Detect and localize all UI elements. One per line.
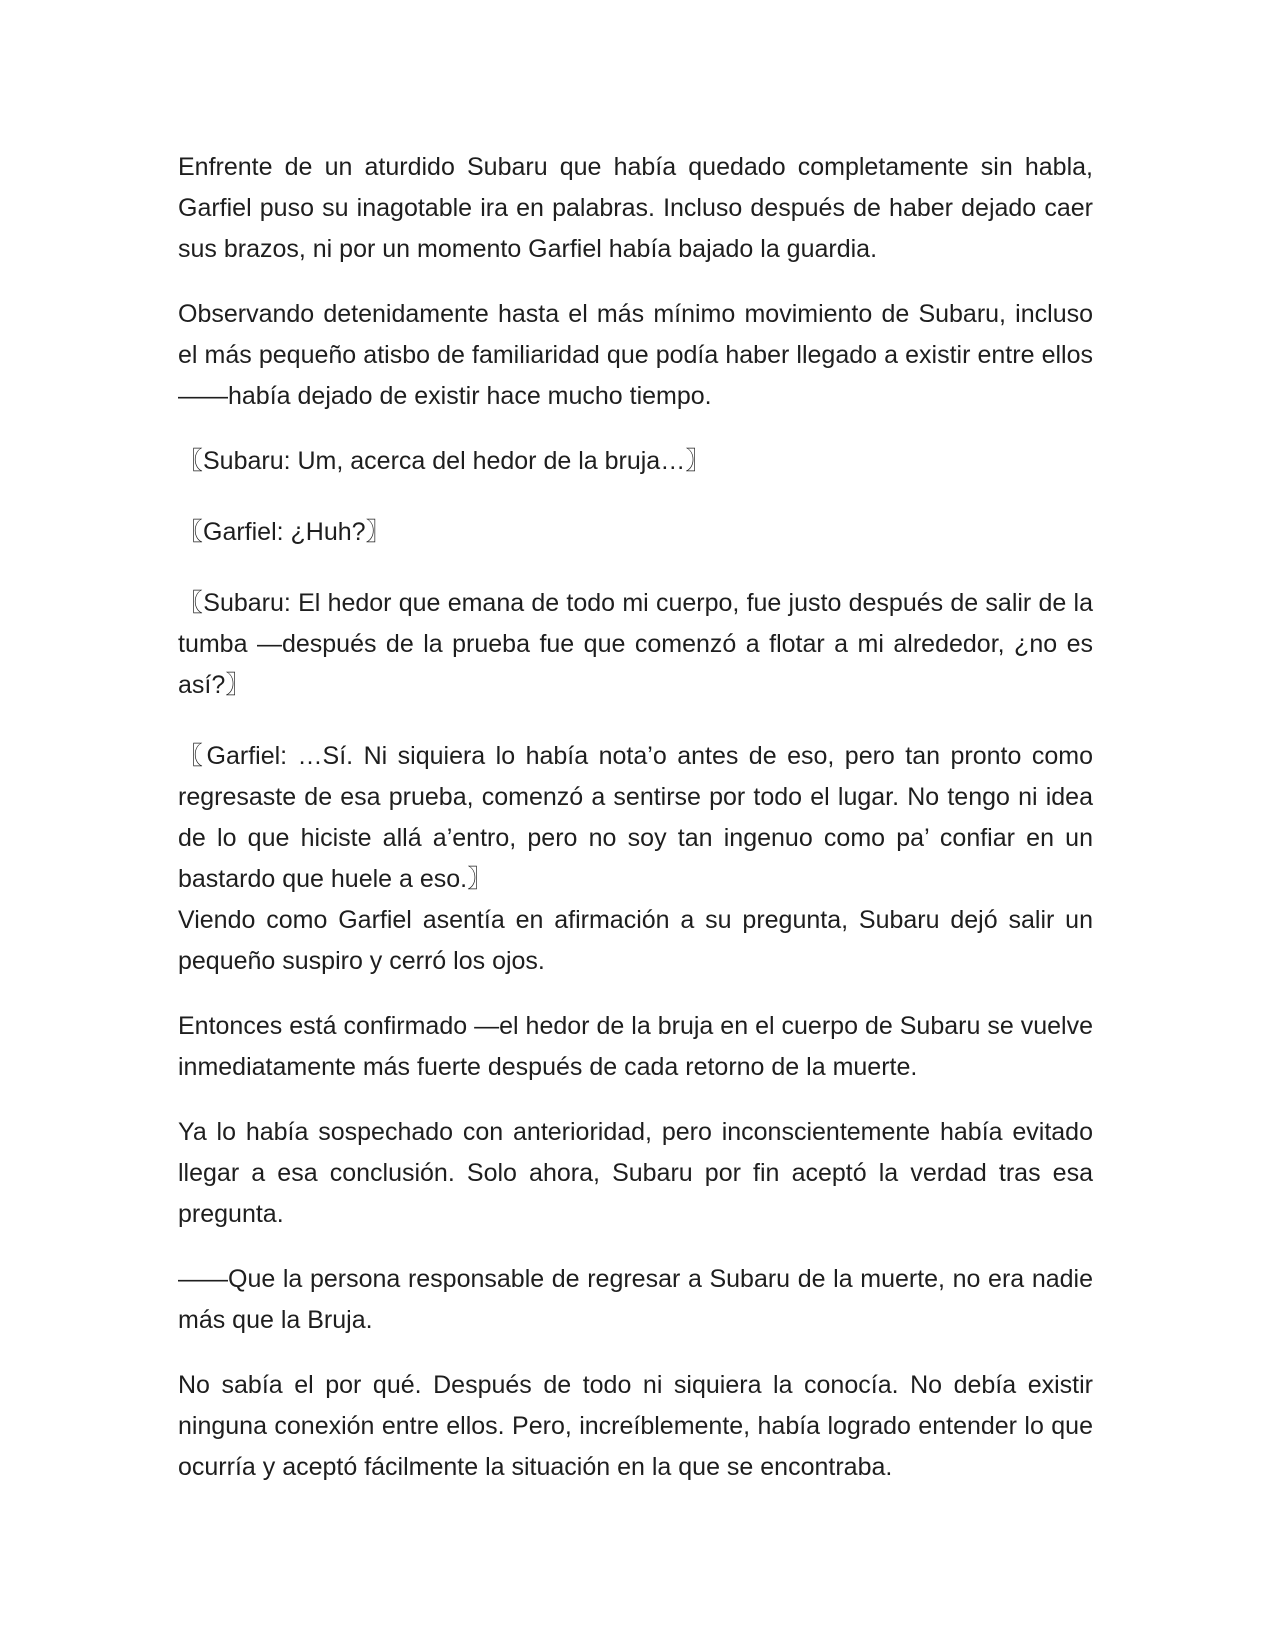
dialogue-subaru-1: 〖Subaru: Um, acerca del hedor de la bruja…〗: [178, 447, 711, 475]
paragraph-6: ——Que la persona responsable de regresar a Subaru de la muerte, no era nadie más que la Bruja.: [178, 1265, 1093, 1334]
paragraph-2: Observando detenidamente hasta el más mínimo movimiento de Subaru, incluso el más pequeño atisbo de familiaridad que podía haber llegado a existir entre ellos——había dejado de existir hace mucho tiempo.: [178, 300, 1093, 410]
dialogue-subaru-2: 〖Subaru: El hedor que emana de todo mi cuerpo, fue justo después de salir de la tumba —después de la prueba fue que comenzó a flotar a mi alrededor, ¿no es así?〗: [178, 589, 1093, 699]
paragraph-7: No sabía el por qué. Después de todo ni siquiera la conocía. No debía existir ninguna conexión entre ellos. Pero, increíblemente, había logrado entender lo que ocurría y aceptó fácilmente la situación en la que se encontraba.: [178, 1371, 1093, 1481]
dialogue-garfiel-2: 〖Garfiel: …Sí. Ni siquiera lo había nota’o antes de eso, pero tan pronto como regresaste de esa prueba, comenzó a sentirse por todo el lugar. No tengo ni idea de lo que hiciste allá a’entro, pero no soy tan ingenuo como pa’ confiar en un bastardo que huele a eso.〗: [178, 742, 1093, 893]
paragraph-3: Viendo como Garfiel asentía en afirmación a su pregunta, Subaru dejó salir un pequeño suspiro y cerró los ojos.: [178, 906, 1093, 975]
paragraph-5: Ya lo había sospechado con anterioridad, pero inconscientemente había evitado llegar a esa conclusión. Solo ahora, Subaru por fin aceptó la verdad tras esa pregunta.: [178, 1118, 1093, 1228]
paragraph-1: Enfrente de un aturdido Subaru que había quedado completamente sin habla, Garfiel puso su inagotable ira en palabras. Incluso después de haber dejado caer sus brazos, ni por un momento Garfiel había bajado la guardia.: [178, 153, 1093, 263]
dialogue-garfiel-1: 〖Garfiel: ¿Huh?〗: [178, 518, 391, 546]
paragraph-4: Entonces está confirmado —el hedor de la bruja en el cuerpo de Subaru se vuelve inmediatamente más fuerte después de cada retorno de la muerte.: [178, 1012, 1093, 1081]
document-page: [178, 147, 1093, 1512]
